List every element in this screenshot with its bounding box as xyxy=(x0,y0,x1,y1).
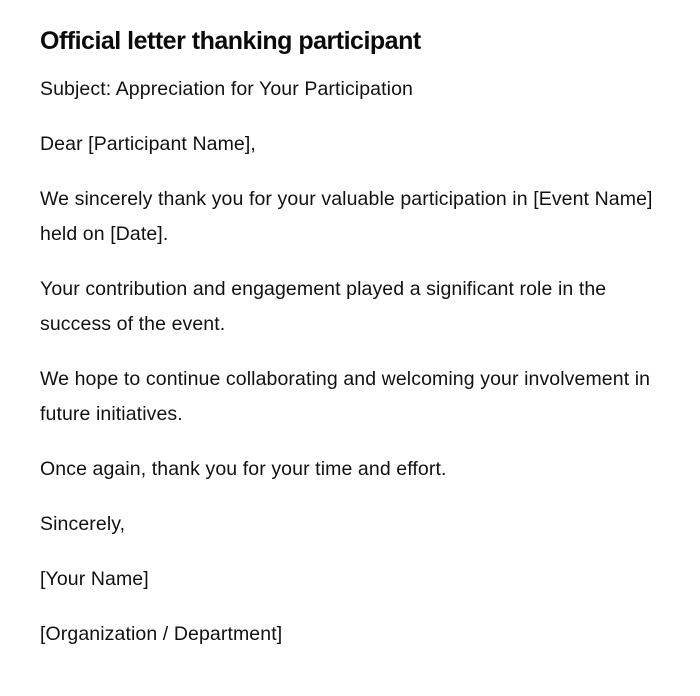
document-title: Official letter thanking participant xyxy=(40,27,421,55)
greeting: Dear [Participant Name], xyxy=(40,133,256,155)
body-paragraph-contribution: Your contribution and engagement played a significant role in the success of the event. xyxy=(40,278,607,335)
signature-organization: [Organization / Department] xyxy=(40,623,283,645)
body-paragraph-thanks: We sincerely thank you for your valuable participation in [Event Name] held on [Date]. xyxy=(40,188,653,245)
subject-line: Subject: Appreciation for Your Participation xyxy=(40,78,413,100)
signature-name: [Your Name] xyxy=(40,568,149,590)
body-paragraph-closing-thanks: Once again, thank you for your time and effort. xyxy=(40,458,447,480)
body-paragraph-future: We hope to continue collaborating and welcoming your involvement in future initiatives. xyxy=(40,368,651,425)
closing: Sincerely, xyxy=(40,513,126,535)
